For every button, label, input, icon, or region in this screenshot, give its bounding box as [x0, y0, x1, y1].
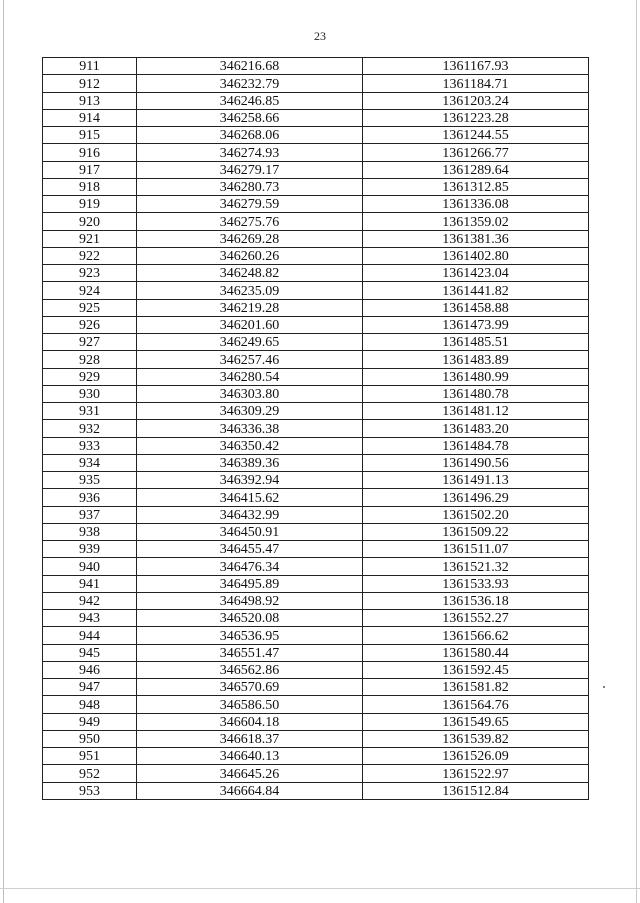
- point-number-cell: 917: [43, 161, 137, 178]
- y-coordinate-cell: 1361549.65: [363, 713, 589, 730]
- table-row: [43, 144, 589, 161]
- y-coordinate-cell: 1361521.32: [363, 558, 589, 575]
- point-number-cell: 930: [43, 385, 137, 402]
- point-number-cell: 941: [43, 575, 137, 592]
- point-number-cell: 943: [43, 610, 137, 627]
- y-coordinate-cell: 1361266.77: [363, 144, 589, 161]
- y-coordinate-cell: 1361581.82: [363, 679, 589, 696]
- table-row: [43, 765, 589, 782]
- x-coordinate-cell: 346415.62: [137, 489, 363, 506]
- y-coordinate-cell: 1361480.99: [363, 368, 589, 385]
- scan-edge-right: [636, 0, 637, 903]
- point-number-cell: 929: [43, 368, 137, 385]
- table-row: [43, 196, 589, 213]
- point-number-cell: 945: [43, 644, 137, 661]
- y-coordinate-cell: 1361484.78: [363, 437, 589, 454]
- page-number: 23: [314, 29, 326, 43]
- x-coordinate-cell: 346274.93: [137, 144, 363, 161]
- x-coordinate-cell: 346260.26: [137, 247, 363, 264]
- x-coordinate-cell: 346275.76: [137, 213, 363, 230]
- point-number-cell: 937: [43, 506, 137, 523]
- y-coordinate-cell: 1361526.09: [363, 748, 589, 765]
- y-coordinate-cell: 1361483.89: [363, 351, 589, 368]
- point-number-cell: 949: [43, 713, 137, 730]
- x-coordinate-cell: 346498.92: [137, 592, 363, 609]
- point-number-cell: 934: [43, 454, 137, 471]
- x-coordinate-cell: 346257.46: [137, 351, 363, 368]
- table-row: [43, 178, 589, 195]
- table-row: [43, 489, 589, 506]
- point-number-cell: 912: [43, 75, 137, 92]
- point-number-cell: 933: [43, 437, 137, 454]
- table-row: [43, 213, 589, 230]
- x-coordinate-cell: 346246.85: [137, 92, 363, 109]
- point-number-cell: 948: [43, 696, 137, 713]
- x-coordinate-cell: 346268.06: [137, 127, 363, 144]
- x-coordinate-cell: 346269.28: [137, 230, 363, 247]
- point-number-cell: 919: [43, 196, 137, 213]
- x-coordinate-cell: 346235.09: [137, 282, 363, 299]
- x-coordinate-cell: 346309.29: [137, 403, 363, 420]
- table-row: [43, 575, 589, 592]
- x-coordinate-cell: 346551.47: [137, 644, 363, 661]
- y-coordinate-cell: 1361490.56: [363, 454, 589, 471]
- y-coordinate-cell: 1361359.02: [363, 213, 589, 230]
- x-coordinate-cell: 346495.89: [137, 575, 363, 592]
- y-coordinate-cell: 1361539.82: [363, 730, 589, 747]
- table-row: [43, 592, 589, 609]
- point-number-cell: 927: [43, 334, 137, 351]
- y-coordinate-cell: 1361502.20: [363, 506, 589, 523]
- x-coordinate-cell: 346645.26: [137, 765, 363, 782]
- x-coordinate-cell: 346450.91: [137, 523, 363, 540]
- y-coordinate-cell: 1361522.97: [363, 765, 589, 782]
- x-coordinate-cell: 346389.36: [137, 454, 363, 471]
- point-number-cell: 926: [43, 316, 137, 333]
- table-row: [43, 472, 589, 489]
- y-coordinate-cell: 1361441.82: [363, 282, 589, 299]
- x-coordinate-cell: 346392.94: [137, 472, 363, 489]
- x-coordinate-cell: 346201.60: [137, 316, 363, 333]
- y-coordinate-cell: 1361473.99: [363, 316, 589, 333]
- point-number-cell: 918: [43, 178, 137, 195]
- point-number-cell: 947: [43, 679, 137, 696]
- x-coordinate-cell: 346280.54: [137, 368, 363, 385]
- point-number-cell: 953: [43, 782, 137, 799]
- y-coordinate-cell: 1361483.20: [363, 420, 589, 437]
- table-row: [43, 403, 589, 420]
- table-row: [43, 75, 589, 92]
- x-coordinate-cell: 346249.65: [137, 334, 363, 351]
- y-coordinate-cell: 1361480.78: [363, 385, 589, 402]
- point-number-cell: 916: [43, 144, 137, 161]
- y-coordinate-cell: 1361580.44: [363, 644, 589, 661]
- point-number-cell: 936: [43, 489, 137, 506]
- y-coordinate-cell: 1361244.55: [363, 127, 589, 144]
- table-row: [43, 523, 589, 540]
- x-coordinate-cell: 346303.80: [137, 385, 363, 402]
- y-coordinate-cell: 1361336.08: [363, 196, 589, 213]
- table-row: [43, 558, 589, 575]
- table-row: [43, 437, 589, 454]
- table-row: [43, 127, 589, 144]
- x-coordinate-cell: 346570.69: [137, 679, 363, 696]
- point-number-cell: 940: [43, 558, 137, 575]
- y-coordinate-cell: 1361203.24: [363, 92, 589, 109]
- point-number-cell: 952: [43, 765, 137, 782]
- point-number-cell: 921: [43, 230, 137, 247]
- point-number-cell: 920: [43, 213, 137, 230]
- table-row: [43, 351, 589, 368]
- x-coordinate-cell: 346232.79: [137, 75, 363, 92]
- y-coordinate-cell: 1361511.07: [363, 541, 589, 558]
- table-row: [43, 282, 589, 299]
- y-coordinate-cell: 1361458.88: [363, 299, 589, 316]
- table-row: [43, 299, 589, 316]
- x-coordinate-cell: 346640.13: [137, 748, 363, 765]
- x-coordinate-cell: 346219.28: [137, 299, 363, 316]
- table-row: [43, 265, 589, 282]
- y-coordinate-cell: 1361592.45: [363, 661, 589, 678]
- table-row: [43, 334, 589, 351]
- y-coordinate-cell: 1361289.64: [363, 161, 589, 178]
- x-coordinate-cell: 346664.84: [137, 782, 363, 799]
- table-row: [43, 610, 589, 627]
- point-number-cell: 911: [43, 58, 137, 75]
- table-row: [43, 230, 589, 247]
- point-number-cell: 925: [43, 299, 137, 316]
- x-coordinate-cell: 346476.34: [137, 558, 363, 575]
- y-coordinate-cell: 1361509.22: [363, 523, 589, 540]
- table-row: [43, 58, 589, 75]
- point-number-cell: 915: [43, 127, 137, 144]
- y-coordinate-cell: 1361167.93: [363, 58, 589, 75]
- y-coordinate-cell: 1361512.84: [363, 782, 589, 799]
- point-number-cell: 931: [43, 403, 137, 420]
- y-coordinate-cell: 1361223.28: [363, 109, 589, 126]
- y-coordinate-cell: 1361481.12: [363, 403, 589, 420]
- table-row: [43, 92, 589, 109]
- point-number-cell: 938: [43, 523, 137, 540]
- y-coordinate-cell: 1361491.13: [363, 472, 589, 489]
- x-coordinate-cell: 346618.37: [137, 730, 363, 747]
- y-coordinate-cell: 1361402.80: [363, 247, 589, 264]
- x-coordinate-cell: 346536.95: [137, 627, 363, 644]
- table-row: [43, 385, 589, 402]
- x-coordinate-cell: 346336.38: [137, 420, 363, 437]
- coordinates-table: [42, 57, 589, 800]
- table-row: [43, 730, 589, 747]
- table-row: [43, 782, 589, 799]
- y-coordinate-cell: 1361312.85: [363, 178, 589, 195]
- table-row: [43, 627, 589, 644]
- table-row: [43, 316, 589, 333]
- x-coordinate-cell: 346248.82: [137, 265, 363, 282]
- point-number-cell: 939: [43, 541, 137, 558]
- table-row: [43, 541, 589, 558]
- point-number-cell: 942: [43, 592, 137, 609]
- x-coordinate-cell: 346432.99: [137, 506, 363, 523]
- table-row: [43, 679, 589, 696]
- x-coordinate-cell: 346279.59: [137, 196, 363, 213]
- x-coordinate-cell: 346350.42: [137, 437, 363, 454]
- x-coordinate-cell: 346279.17: [137, 161, 363, 178]
- y-coordinate-cell: 1361381.36: [363, 230, 589, 247]
- table-row: [43, 420, 589, 437]
- table-row: [43, 661, 589, 678]
- x-coordinate-cell: 346520.08: [137, 610, 363, 627]
- x-coordinate-cell: 346216.68: [137, 58, 363, 75]
- table-row: [43, 696, 589, 713]
- y-coordinate-cell: 1361423.04: [363, 265, 589, 282]
- y-coordinate-cell: 1361496.29: [363, 489, 589, 506]
- table-row: [43, 161, 589, 178]
- table-row: [43, 109, 589, 126]
- coordinates-table-body: [43, 58, 589, 800]
- x-coordinate-cell: 346258.66: [137, 109, 363, 126]
- point-number-cell: 944: [43, 627, 137, 644]
- x-coordinate-cell: 346586.50: [137, 696, 363, 713]
- point-number-cell: 932: [43, 420, 137, 437]
- table-row: [43, 368, 589, 385]
- y-coordinate-cell: 1361564.76: [363, 696, 589, 713]
- table-row: [43, 506, 589, 523]
- point-number-cell: 946: [43, 661, 137, 678]
- table-row: [43, 644, 589, 661]
- scan-speck: [603, 686, 605, 688]
- table-row: [43, 713, 589, 730]
- point-number-cell: 951: [43, 748, 137, 765]
- y-coordinate-cell: 1361566.62: [363, 627, 589, 644]
- x-coordinate-cell: 346280.73: [137, 178, 363, 195]
- table-row: [43, 748, 589, 765]
- x-coordinate-cell: 346455.47: [137, 541, 363, 558]
- point-number-cell: 914: [43, 109, 137, 126]
- point-number-cell: 913: [43, 92, 137, 109]
- point-number-cell: 924: [43, 282, 137, 299]
- x-coordinate-cell: 346562.86: [137, 661, 363, 678]
- table-row: [43, 247, 589, 264]
- scan-edge-left: [3, 0, 4, 903]
- y-coordinate-cell: 1361536.18: [363, 592, 589, 609]
- x-coordinate-cell: 346604.18: [137, 713, 363, 730]
- point-number-cell: 928: [43, 351, 137, 368]
- point-number-cell: 923: [43, 265, 137, 282]
- y-coordinate-cell: 1361184.71: [363, 75, 589, 92]
- y-coordinate-cell: 1361552.27: [363, 610, 589, 627]
- y-coordinate-cell: 1361485.51: [363, 334, 589, 351]
- point-number-cell: 950: [43, 730, 137, 747]
- y-coordinate-cell: 1361533.93: [363, 575, 589, 592]
- scan-edge-bottom: [0, 888, 640, 889]
- table-row: [43, 454, 589, 471]
- point-number-cell: 922: [43, 247, 137, 264]
- point-number-cell: 935: [43, 472, 137, 489]
